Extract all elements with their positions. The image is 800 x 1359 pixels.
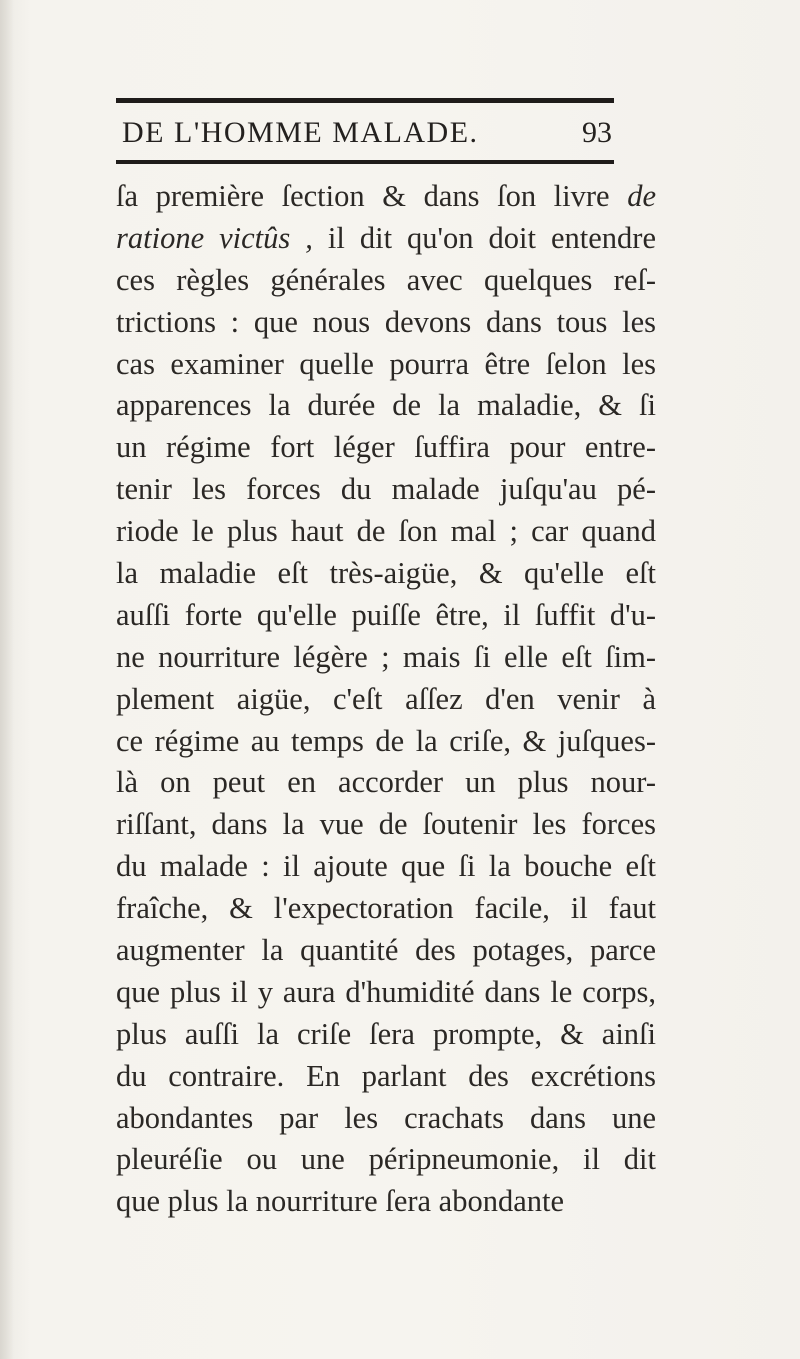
text-line: riode le plus haut de ſon mal ; car quand (116, 514, 656, 549)
text-line: trictions : que nous devons dans tous les (116, 304, 656, 339)
text-line: un régime fort léger ſuffira pour entre- (116, 430, 656, 465)
text-line: riſſant, dans la vue de ſoutenir les forces (116, 807, 656, 842)
text-line: du malade : il ajoute que ſi la bouche eſt (116, 849, 656, 884)
running-head (116, 114, 614, 154)
header-rule-top (116, 98, 614, 103)
text-line: plement aigüe, c'eſt aſſez d'en venir à (116, 681, 656, 716)
page-number: 93 (582, 116, 612, 149)
text-line: ne nourriture légère ; mais ſi elle eſt ſim- (116, 639, 656, 674)
text-line: auſſi forte qu'elle puiſſe être, il ſuffit d'u- (116, 597, 656, 632)
text-line: là on peut en accorder un plus nour- (116, 765, 656, 800)
running-head-title: DE L'HOMME MALADE. (122, 116, 479, 149)
text-line: la maladie eſt très-aigüe, & qu'elle eſt (116, 556, 656, 591)
text-line: fraîche, & l'expectoration facile, il faut (116, 891, 656, 926)
text-line: apparences la durée de la maladie, & ſi (116, 388, 656, 423)
text-line: ratione victûs , il dit qu'on doit entendre (116, 220, 656, 255)
text-line: augmenter la quantité des potages, parce (116, 933, 656, 968)
text-line: cas examiner quelle pourra être ſelon les (116, 346, 656, 381)
text-line: abondantes par les crachats dans une (116, 1100, 656, 1135)
text-line: pleuréſie ou une péripneumonie, il dit (116, 1142, 656, 1177)
text-line: tenir les forces du malade juſqu'au pé- (116, 472, 656, 507)
body-text (116, 176, 656, 1223)
text-line: ſa première ſection & dans ſon livre de (116, 179, 656, 213)
text-line: ce régime au temps de la criſe, & juſques- (116, 723, 656, 758)
text-line: que plus il y aura d'humidité dans le corps, (116, 974, 656, 1009)
text-line: plus auſſi la criſe ſera prompte, & ainſi (116, 1016, 656, 1051)
header-rule-bottom (116, 160, 614, 164)
text-line: du contraire. En parlant des excrétions (116, 1058, 656, 1093)
text-line: ces règles générales avec quelques reſ- (116, 262, 656, 297)
text-line: que plus la nourriture ſera abondante (116, 1184, 565, 1219)
binding-shadow (0, 0, 14, 1359)
